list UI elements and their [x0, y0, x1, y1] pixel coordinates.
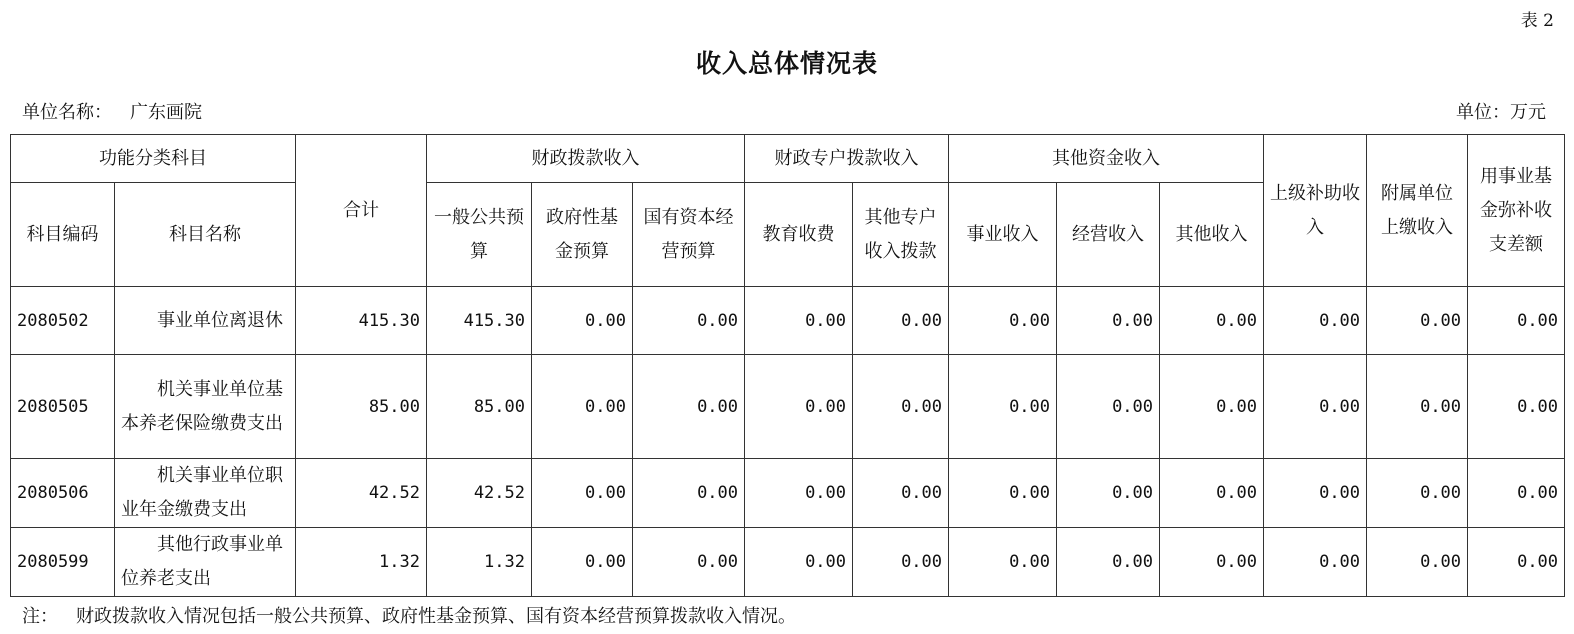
cell-state-capital: 0.00 [633, 355, 745, 459]
cell-other-special: 0.00 [853, 528, 949, 597]
page-title: 收入总体情况表 [695, 49, 878, 78]
cell-general-budget: 1.32 [427, 528, 532, 597]
cell-fund-offset: 0.00 [1468, 528, 1565, 597]
cell-business-income: 0.00 [949, 355, 1057, 459]
header-operating-income: 经营收入 [1057, 183, 1160, 287]
cell-operating-income: 0.00 [1057, 459, 1160, 528]
cell-state-capital: 0.00 [633, 459, 745, 528]
header-func-category: 功能分类科目 [11, 135, 296, 183]
table-row [11, 459, 1565, 528]
org-line [22, 98, 202, 124]
cell-other-special: 0.00 [853, 355, 949, 459]
note-label: 注： [22, 606, 58, 627]
header-upper-subsidy: 上级补助收入 [1264, 135, 1367, 287]
cell-total: 42.52 [296, 459, 427, 528]
header-affiliated: 附属单位上缴收入 [1367, 135, 1468, 287]
cell-total: 415.30 [296, 287, 427, 355]
cell-affiliated: 0.00 [1367, 459, 1468, 528]
org-label: 单位名称： [22, 102, 112, 123]
cell-operating-income: 0.00 [1057, 287, 1160, 355]
footnote [22, 602, 796, 628]
row-name: 机关事业单位基本养老保险缴费支出 [115, 355, 296, 459]
cell-upper-subsidy: 0.00 [1264, 528, 1367, 597]
cell-education-fee: 0.00 [745, 528, 853, 597]
cell-other-special: 0.00 [853, 459, 949, 528]
row-name: 事业单位离退休 [115, 287, 296, 355]
row-name: 机关事业单位职业年金缴费支出 [115, 459, 296, 528]
cell-general-budget: 415.30 [427, 287, 532, 355]
cell-affiliated: 0.00 [1367, 355, 1468, 459]
header-other-income: 其他收入 [1160, 183, 1264, 287]
cell-other-income: 0.00 [1160, 528, 1264, 597]
cell-upper-subsidy: 0.00 [1264, 287, 1367, 355]
cell-education-fee: 0.00 [745, 355, 853, 459]
cell-gov-fund: 0.00 [532, 287, 633, 355]
header-name: 科目名称 [115, 183, 296, 287]
cell-operating-income: 0.00 [1057, 528, 1160, 597]
row-name: 其他行政事业单位养老支出 [115, 528, 296, 597]
header-business-income: 事业收入 [949, 183, 1057, 287]
cell-business-income: 0.00 [949, 528, 1057, 597]
row-code: 2080599 [11, 528, 115, 597]
cell-other-income: 0.00 [1160, 287, 1264, 355]
cell-general-budget: 85.00 [427, 355, 532, 459]
cell-education-fee: 0.00 [745, 287, 853, 355]
header-education-fee: 教育收费 [745, 183, 853, 287]
cell-education-fee: 0.00 [745, 459, 853, 528]
cell-affiliated: 0.00 [1367, 287, 1468, 355]
unit-label: 单位：万元 [1456, 102, 1546, 123]
cell-upper-subsidy: 0.00 [1264, 459, 1367, 528]
cell-general-budget: 42.52 [427, 459, 532, 528]
cell-other-special: 0.00 [853, 287, 949, 355]
cell-affiliated: 0.00 [1367, 528, 1468, 597]
cell-upper-subsidy: 0.00 [1264, 355, 1367, 459]
table-row [11, 355, 1565, 459]
header-other-special: 其他专户收入拨款 [853, 183, 949, 287]
cell-operating-income: 0.00 [1057, 355, 1160, 459]
cell-total: 1.32 [296, 528, 427, 597]
cell-state-capital: 0.00 [633, 287, 745, 355]
cell-fund-offset: 0.00 [1468, 459, 1565, 528]
header-code: 科目编码 [11, 183, 115, 287]
header-fiscal-special: 财政专户拨款收入 [745, 135, 949, 183]
cell-fund-offset: 0.00 [1468, 355, 1565, 459]
header-total: 合计 [296, 135, 427, 287]
cell-gov-fund: 0.00 [532, 355, 633, 459]
row-code: 2080505 [11, 355, 115, 459]
note-text: 财政拨款收入情况包括一般公共预算、政府性基金预算、国有资本经营预算拨款收入情况。 [76, 606, 796, 627]
cell-state-capital: 0.00 [633, 528, 745, 597]
cell-other-income: 0.00 [1160, 459, 1264, 528]
income-table [10, 134, 1565, 597]
row-code: 2080506 [11, 459, 115, 528]
cell-total: 85.00 [296, 355, 427, 459]
cell-business-income: 0.00 [949, 287, 1057, 355]
table-row [11, 287, 1565, 355]
header-fund-offset: 用事业基金弥补收支差额 [1468, 135, 1565, 287]
cell-fund-offset: 0.00 [1468, 287, 1565, 355]
table-number: 表 2 [1520, 11, 1554, 31]
header-state-capital: 国有资本经营预算 [633, 183, 745, 287]
cell-business-income: 0.00 [949, 459, 1057, 528]
org-name: 广东画院 [130, 102, 202, 123]
table-row [11, 528, 1565, 597]
header-other-funds: 其他资金收入 [949, 135, 1264, 183]
header-general-budget: 一般公共预算 [427, 183, 532, 287]
cell-gov-fund: 0.00 [532, 528, 633, 597]
header-fiscal: 财政拨款收入 [427, 135, 745, 183]
cell-other-income: 0.00 [1160, 355, 1264, 459]
header-gov-fund: 政府性基金预算 [532, 183, 633, 287]
cell-gov-fund: 0.00 [532, 459, 633, 528]
row-code: 2080502 [11, 287, 115, 355]
